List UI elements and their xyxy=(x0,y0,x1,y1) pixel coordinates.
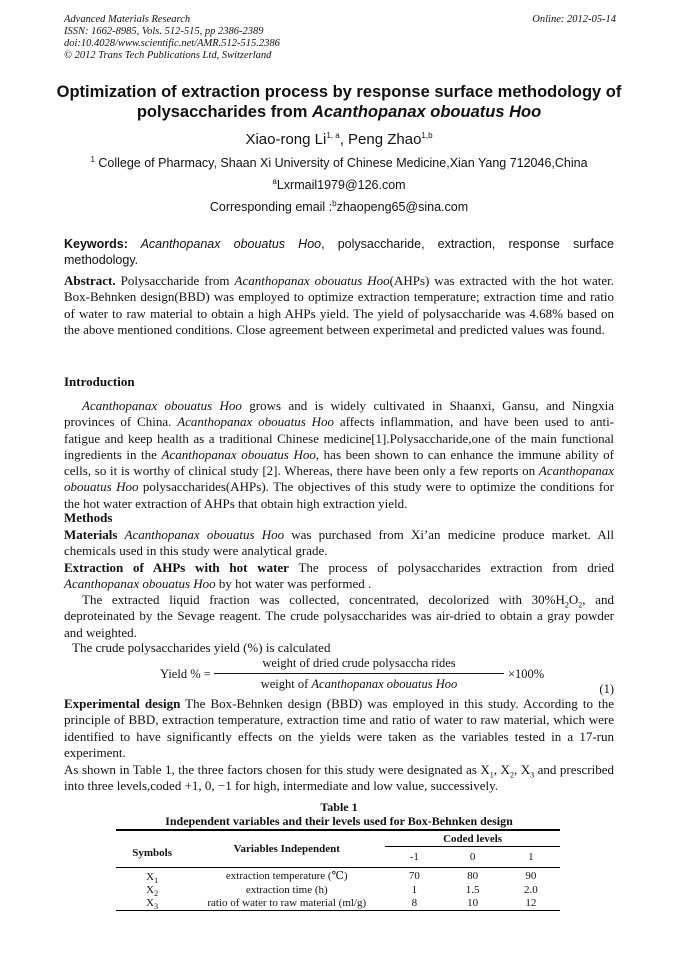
title-line-2 xyxy=(50,102,628,122)
abstract-text: (AHPs) was extracted with the hot water. Box-Behnken design(BBD) was employed to optimize extraction temperature; extraction time and ratio of water to raw material to obtain a high AHPs yield. The yield of polysaccharide was 4.68% based on the above mentioned conditions. Close agreement between experimetal and predicted values was found. xyxy=(64,273,614,337)
email-a-mark: a xyxy=(272,176,277,186)
factors-text: , X xyxy=(493,762,510,777)
level-mid: 0 xyxy=(469,850,476,863)
journal-name: Advanced Materials Research xyxy=(64,14,191,25)
title-line-1: Optimization of extraction process by response surface methodology of xyxy=(56,83,622,101)
table-row xyxy=(116,884,560,897)
row-value-low: 70 xyxy=(408,869,420,882)
author-2-affil: 1,b xyxy=(421,131,433,140)
extraction-text: by hot water was performed . xyxy=(215,576,372,592)
factors-paragraph xyxy=(64,762,614,795)
abstract-species: Acanthopanax obouatus Hoo xyxy=(234,273,390,288)
abstract-label: Abstract. xyxy=(64,273,116,288)
methods-heading: Methods xyxy=(64,510,113,525)
factors-text: , X xyxy=(513,762,531,777)
species-name: Acanthopanax obouatus Hoo xyxy=(82,398,242,413)
materials-paragraph xyxy=(64,527,614,560)
subscript: 1 xyxy=(489,770,494,780)
equation-lhs: Yield % = xyxy=(160,667,211,681)
materials-label: Materials xyxy=(64,527,118,542)
doi-line: doi:10.4028/www.scientific.net/AMR.512-515.2386 xyxy=(64,38,280,49)
corresponding-label: Corresponding email : xyxy=(209,200,333,214)
email-a: Lxrmail1979@126.com xyxy=(276,178,406,192)
issn-line: ISSN: 1662-8985, Vols. 512-515, pp 2386-2389 xyxy=(64,26,264,37)
email-b: zhaopeng65@sina.com xyxy=(336,200,469,214)
level-low: -1 xyxy=(409,851,419,863)
purification-text: , and deproteinated by the Sevage reagent. The crude polysaccharides was air-dried to obtain a gray powder and weighted. xyxy=(64,592,614,640)
copyright-line: © 2012 Trans Tech Publications Ltd, Switzerland xyxy=(64,50,272,61)
row-value-low: 8 xyxy=(411,897,418,909)
symbol-letter: X xyxy=(146,884,155,896)
author-email-a xyxy=(0,178,678,192)
table-caption xyxy=(0,800,678,828)
row-value-high: 90 xyxy=(525,869,537,882)
level-high: 1 xyxy=(528,850,534,863)
title-plain: polysaccharides from xyxy=(136,103,312,121)
design-text: The Box-Behnken design (BBD) was employed in this study. According to the principle of BBD, extraction temperature, extraction time and ratio of water to raw material, which were identified to have significantly effects on the yields were taken as the variables tested in a 17-run experiment. xyxy=(64,696,614,760)
purification-text: O xyxy=(568,592,579,607)
introduction-heading: Introduction xyxy=(64,374,135,389)
table-number: Table 1 xyxy=(320,800,358,814)
paper-title xyxy=(50,82,628,122)
author-1: Xiao-rong Li xyxy=(245,131,327,148)
keywords xyxy=(64,236,614,268)
species-name: Acanthopanax obouatus Hoo xyxy=(161,446,316,462)
yield-intro-line xyxy=(72,640,622,656)
design-paragraph xyxy=(64,696,614,761)
table-row xyxy=(116,897,560,911)
introduction-paragraph xyxy=(64,398,614,512)
row-value-mid: 1.5 xyxy=(465,884,480,896)
subscript: 2 xyxy=(509,770,514,780)
row-variable: ratio of water to raw material (ml/g) xyxy=(207,897,367,909)
species-name: Acanthopanax obouatus Hoo xyxy=(64,576,216,592)
yield-equation xyxy=(64,656,614,696)
row-value-high: 2.0 xyxy=(523,884,538,896)
factors-text: As shown in Table 1, the three factors chosen for this study were designated as X xyxy=(64,762,490,777)
intro-text: grows and is widely cultivated in Shaanxi, Gansu, and Ningxia provinces of China. xyxy=(64,398,614,430)
author-separator: , xyxy=(339,131,349,148)
extraction-text: The process of polysaccharides extraction from dried xyxy=(288,560,614,575)
equation-numerator: weight of dried crude polysaccha rides xyxy=(214,656,504,674)
subscript: 2 xyxy=(564,600,569,610)
intro-text: affects inflammation, and have been used to anti-fatigue and keep health as a traditional Chinese medicine[1].Polysaccharide,one of the main functional ingredients in the xyxy=(64,414,615,462)
species-name: Acanthopanax obouatus Hoo xyxy=(124,527,285,542)
keywords-species: Acanthopanax obouatus Hoo xyxy=(127,237,322,251)
materials-text: was purchased from Xi’an medicine produce market. All chemicals used in this study were analytical grade. xyxy=(64,527,614,559)
row-symbol xyxy=(116,897,188,911)
table-title: Independent variables and their levels used for Box-Behnken design xyxy=(165,814,513,828)
symbol-subscript: 2 xyxy=(154,889,159,899)
table-row xyxy=(116,868,560,885)
email-b-mark: b xyxy=(332,198,337,208)
keywords-label: Keywords: xyxy=(64,237,128,251)
header-coded-levels: Coded levels xyxy=(385,830,560,847)
equation-multiplier: ×100% xyxy=(508,667,545,681)
species-name: Acanthopanax obouatus Hoo xyxy=(64,463,614,495)
running-header xyxy=(64,14,616,62)
row-variable: extraction time (h) xyxy=(245,884,328,896)
design-label: Experimental design xyxy=(64,696,181,711)
section-heading-methods xyxy=(64,510,614,526)
denominator-species: Acanthopanax obouatus Hoo xyxy=(311,677,458,691)
symbol-letter: X xyxy=(146,897,155,909)
affiliation xyxy=(0,156,678,170)
row-value-low: 1 xyxy=(411,884,418,896)
symbol-letter: X xyxy=(146,871,155,883)
yield-text: The crude polysaccharides yield (%) is calculated xyxy=(72,640,331,655)
levels-table xyxy=(116,829,560,911)
title-species: Acanthopanax obouatus Hoo xyxy=(311,103,542,121)
row-symbol xyxy=(116,884,188,897)
purification-text: The extracted liquid fraction was collected, concentrated, decolorized with 30%H xyxy=(82,592,565,607)
abstract-text: Polysaccharide from xyxy=(115,273,235,288)
abstract xyxy=(64,273,614,338)
corresponding-email xyxy=(0,200,678,214)
intro-text: , has been shown to can enhance the immune ability of cells, so it is worthy of clinical study [2]. Whereas, there have been only a few reports on xyxy=(64,446,614,479)
online-date: Online: 2012-05-14 xyxy=(532,14,616,25)
extraction-label: Extraction of AHPs with hot water xyxy=(64,560,289,575)
extraction-paragraph xyxy=(64,560,614,593)
symbol-subscript: 1 xyxy=(154,876,159,886)
row-variable: extraction temperature (℃) xyxy=(225,869,348,882)
species-name: Acanthopanax obouatus Hoo xyxy=(177,414,335,430)
equation-fraction xyxy=(214,656,504,692)
row-value-high: 12 xyxy=(525,897,537,909)
row-value-mid: 80 xyxy=(467,869,479,882)
author-1-affil: 1, a xyxy=(326,131,340,140)
factors-text: and prescribed into three levels,coded +1, 0, −1 for high, intermediate and low value, successively. xyxy=(64,762,615,794)
equation-denominator xyxy=(214,674,504,692)
affiliation-mark: 1 xyxy=(90,154,95,164)
keywords-rest: , polysaccharide, extraction, response surface methodology. xyxy=(64,237,615,267)
intro-text: polysaccharides(AHPs). The objectives of this study were to optimize the conditions for the hot water extraction of AHPs that obtain high extraction yield. xyxy=(64,479,614,511)
author-2: Peng Zhao xyxy=(348,131,422,148)
affiliation-text: College of Pharmacy, Shaan Xi University of Chinese Medicine,Xian Yang 712046,China xyxy=(94,156,588,170)
header-variables: Variables Independent xyxy=(233,842,340,855)
subscript: 3 xyxy=(530,770,535,780)
purification-paragraph xyxy=(64,592,614,641)
table-header-row xyxy=(116,830,560,847)
header-symbols: Symbols xyxy=(132,846,173,859)
author-list xyxy=(0,131,678,148)
row-symbol xyxy=(116,868,188,885)
equation-number: (1) xyxy=(599,682,614,696)
row-value-mid: 10 xyxy=(467,897,479,909)
section-heading-introduction xyxy=(64,374,614,390)
symbol-subscript: 3 xyxy=(154,902,159,912)
space xyxy=(117,527,124,542)
subscript: 2 xyxy=(578,600,583,610)
denominator-text: weight of xyxy=(260,677,312,691)
